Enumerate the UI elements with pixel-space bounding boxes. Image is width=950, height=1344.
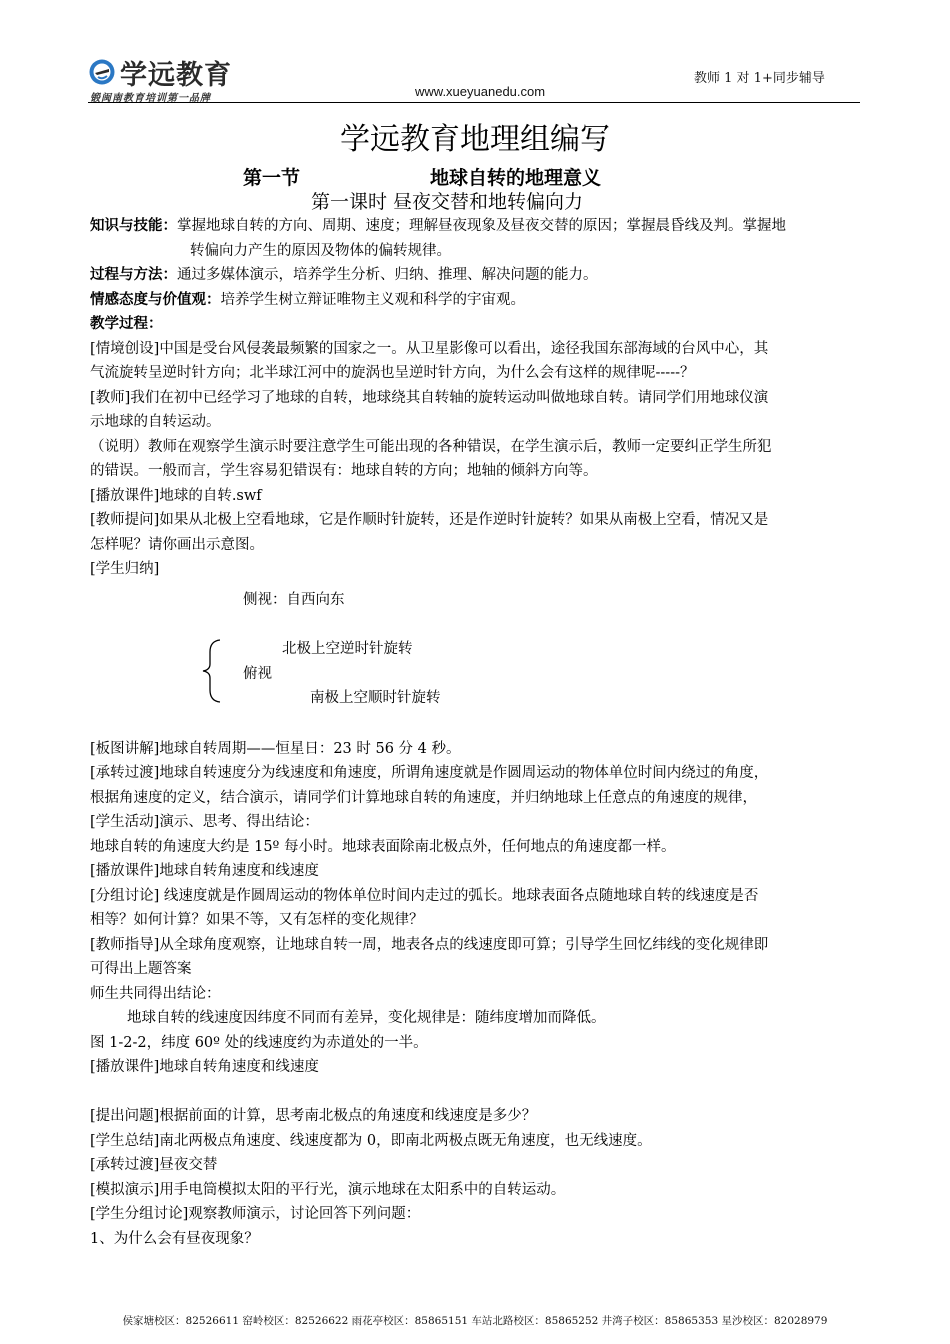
paragraph: [教师指导]从全球角度观察，让地球自转一周，地表各点的线速度即可算；引导学生回忆纬线的变化规律即 (90, 936, 769, 953)
paragraph: [板图讲解]地球自转周期——恒星日：23 时 56 分 4 秒。 (90, 740, 461, 757)
lesson-content (90, 214, 862, 1251)
process-label: 过程与方法： (90, 266, 177, 283)
document-title: 学远教育地理组编写 (340, 122, 610, 157)
paragraph: [播放课件]地球自转角速度和线速度 (90, 863, 319, 879)
process-objective (90, 263, 862, 288)
paragraph: 地球自转的角速度大约是 15º 每小时。地球表面除南北极点外，任何地点的角速度都一样。 (90, 838, 676, 855)
page-header (0, 0, 950, 106)
paragraph: [学生总结]南北两极点角速度、线速度都为 0，即南北两极点既无角速度，也无线速度。 (90, 1132, 652, 1149)
knowledge-text: 掌握地球自转的方向、周期、速度；理解昼夜现象及昼夜交替的原因；掌握晨昏线及判。掌握地 (177, 218, 786, 234)
logo-icon (88, 58, 116, 86)
paragraph: [承转过渡]昼夜交替 (90, 1157, 218, 1173)
knowledge-text-cont: 转偏向力产生的原因及物体的偏转规律。 (190, 242, 451, 259)
website-link[interactable]: www.xueyuanedu.com (415, 84, 546, 99)
blank-line (90, 1080, 862, 1105)
paragraph: [播放课件]地球的自转.swf (90, 487, 262, 504)
north-view-label: 北极上空逆时针旋转 (282, 640, 413, 657)
paragraph: [学生分组讨论]观察教师演示，讨论回答下列问题： (90, 1206, 421, 1222)
emotion-objective (90, 288, 862, 313)
paragraph: 气流旋转呈逆时针方向；北半球江河中的旋涡也呈逆时针方向，为什么会有这样的规律呢-----？ (90, 365, 695, 381)
section-number: 第一节 (243, 167, 301, 189)
paragraph: 师生共同得出结论： (90, 985, 221, 1002)
paragraph: 的错误。一般而言，学生容易犯错误有：地球自转的方向；地轴的倾斜方向等。 (90, 463, 598, 479)
header-divider (88, 102, 860, 103)
paragraph: [提出问题]根据前面的计算，思考南北极点的角速度和线速度是多少？ (90, 1108, 537, 1124)
lesson-title: 第一课时 昼夜交替和地转偏向力 (311, 191, 584, 213)
south-view-label: 南极上空顺时针旋转 (310, 689, 441, 706)
paragraph: [播放课件]地球自转角速度和线速度 (90, 1059, 319, 1075)
paragraph: 图 1-2-2，纬度 60º 处的线速度约为赤道处的一半。 (90, 1034, 428, 1051)
paragraph: [学生活动]演示、思考、得出结论： (90, 814, 319, 830)
paragraph: 可得出上题答案 (90, 961, 192, 977)
paragraph: [教师提问]如果从北极上空看地球，它是作顺时针旋转，还是作逆时针旋转？如果从南极上空看，情况又是 (90, 512, 769, 528)
paragraph: 根据角速度的定义，结合演示，请同学们计算地球自转的角速度，并归纳地球上任意点的角速度的规律， (90, 789, 757, 806)
knowledge-objective (90, 214, 862, 239)
header-tagline: 教师 1 对 1+同步辅导 (694, 71, 825, 86)
paragraph: 1、为什么会有昼夜现象？ (90, 1230, 259, 1247)
paragraph: 示地球的自转运动。 (90, 414, 221, 430)
process-text: 通过多媒体演示，培养学生分析、归纳、推理、解决问题的能力。 (177, 267, 598, 283)
top-view-label: 俯视 (243, 665, 272, 682)
paragraph: 地球自转的线速度因纬度不同而有差异，变化规律是：随纬度增加而降低。 (127, 1010, 606, 1026)
paragraph: [情境创设]中国是受台风侵袭最频繁的国家之一。从卫星影像可以看出，途径我国东部海域的台风中心，其 (90, 340, 769, 357)
paragraph: [承转过渡]地球自转速度分为线速度和角速度，所谓角速度就是作圆周运动的物体单位时间内绕过的角度， (90, 765, 769, 781)
side-view-label: 侧视：自西向东 (243, 591, 345, 608)
page-footer: 侯家塘校区：82526611 窑岭校区：82526622 雨花亭校区：85865151 车站北路校区：85865252 井湾子校区：85865353 星沙校区：82028979 (122, 1315, 828, 1327)
knowledge-label: 知识与技能： (90, 217, 177, 234)
paragraph: 相等？如何计算？如果不等，又有怎样的变化规律？ (90, 912, 424, 928)
paragraph: 怎样呢？请你画出示意图。 (90, 536, 264, 553)
section-title: 地球自转的地理意义 (430, 167, 602, 189)
paragraph: [教师]我们在初中已经学习了地球的自转，地球绕其自转轴的旋转运动叫做地球自转。请同学们用地球仪演 (90, 389, 769, 406)
brace-icon (200, 638, 224, 704)
teaching-process-label: 教学过程： (90, 315, 163, 332)
paragraph: [分组讨论] 线速度就是作圆周运动的物体单位时间内走过的弧长。地球表面各点随地球自转的线速度是否 (90, 887, 759, 904)
emotion-label: 情感态度与价值观： (90, 290, 221, 308)
rotation-direction-diagram (90, 582, 862, 737)
paragraph: [学生归纳] (90, 561, 160, 577)
paragraph: （说明）教师在观察学生演示时要注意学生可能出现的各种错误，在学生演示后，教师一定要纠正学生所犯 (90, 438, 772, 455)
logo-text: 学远教育 (120, 60, 232, 91)
logo-slogan: 锻闽南教育培训第一品牌 (90, 93, 211, 104)
emotion-text: 培养学生树立辩证唯物主义观和科学的宇宙观。 (220, 291, 525, 308)
paragraph: [模拟演示]用手电筒模拟太阳的平行光，演示地球在太阳系中的自转运动。 (90, 1181, 566, 1198)
